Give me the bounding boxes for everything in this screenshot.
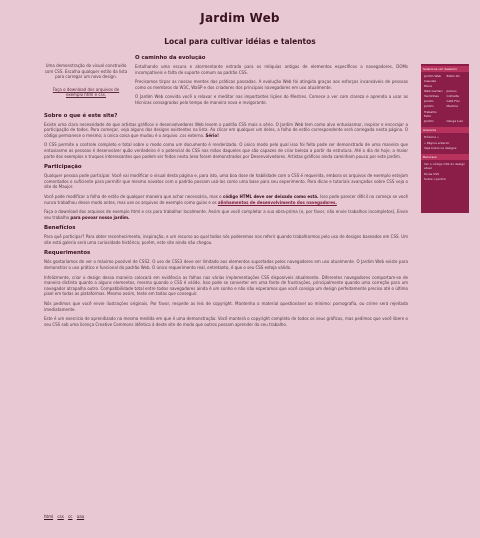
section-sobre — [44, 113, 408, 160]
section-heading: Participação — [44, 164, 82, 171]
paragraph: O Jardim Web convida você a relaxar e meditar nas importantes lições do Mestres. Comece a ver com clareza e aprenda a usar as técnicas consagradas pelo tempo de maneira nova e revigorante. — [135, 94, 408, 105]
section-heading: O caminho da evolução — [135, 55, 206, 61]
paragraph: Precisamos tirpar as nossas mentes das práticas passadas. A evolução Web foi atingida graças aos esforços incansáveis de pessoas como os membros do W3C, WaSP e dos criadores dos principais navegadores em uso atualmente. — [135, 79, 408, 90]
design-link[interactable]: Medicia — [446, 104, 458, 109]
paragraph: O CSS permite o controle completo e total sobre o modo como um documento é renderizado. O único modo pelo qual isso foi feito pode ser demonstrado de uma maneira que entusiasme as pessoas é desenvolver quão verdadeiro é o potencial do CSS nas mãos daqueles que são capazes de criar beleza a partir da estrutura. Até o dia de hoje, a maior parte dos exemplos e truques interessantes que podem ser feitos nesta área foram demonstrados por Desenvolvedores. Artistas gráficos ainda caminham pouco por este jardim. — [44, 142, 408, 159]
guidelines-link[interactable]: alinhamentos de desenvolvimento dos navegadores. — [217, 199, 337, 205]
emphasis: código HTML deve ser deixado como está. — [223, 193, 319, 199]
section-beneficios — [44, 225, 408, 245]
archive-link[interactable]: Próxima » — [424, 135, 439, 140]
paragraph: Para quê participar? Para obter reconhecimento, inspiração, e um recurso ao qual todos nós poderemos nos referir quando trabalharmos pelo uso de designs baseados em CSS. Um site está galeria será uma curiosidade histórica; porém, este site ainda não chegou. — [44, 234, 408, 245]
resource-link[interactable]: Ver o código CSS do design atual — [424, 162, 466, 171]
resource-list — [421, 160, 469, 183]
sidebar-heading-archives: Arquivos — [421, 127, 469, 133]
paragraph-text: Faça o download dos arquivos de exemplo html e css para trabalhar localmente. Assim que você completar a sua obra-prima (e, por favor, não envie trabalhos incompletos), Envie seu trabalho — [44, 209, 408, 220]
design-link[interactable]: Ozuga Luiz — [446, 119, 463, 124]
design-link[interactable]: Trabalho Feito — [424, 109, 437, 118]
design-link[interactable]: Colheita — [446, 94, 459, 99]
paragraph-text: Você pode modificar a folha de estilo de qualquer maneira que achar necessária, mas o — [44, 193, 222, 199]
footer-link-html[interactable]: html — [44, 514, 54, 519]
paragraph-text: Existe uma clara necessidade de que artistas gráficos e desenvolvedores Web levem o padrão CSS mais a sério. O Jardim Web tem como alvo entusiasmar, inspirar e encorajar a participação de todos. Para começar, veja alguns dos designs existentes na lista. Ao clicar em qualquer um deles, a folha de estilo correspondente será carregada nesta página. O código permanece o mesmo; a única coisa que mudou é o arquivo .css externo. — [44, 121, 408, 138]
sidebar-heading-resources: Recursos — [421, 154, 469, 160]
design-link[interactable]: Jardim — [424, 99, 434, 104]
paragraph-text: Isso pode parecer difícil no começo se você nunca trabalhou desse modo antes, mas use os arquivos de exemplo como guias e os — [44, 193, 408, 205]
archive-link[interactable]: Veja todos os designs — [424, 145, 457, 150]
archive-list — [421, 133, 469, 152]
paragraph — [44, 209, 408, 220]
paragraph: Entulhando uma escura e atormentante estrada para os reliquias antigas de elementos específicos a navegadores, DOMs incompatíveis e falta de suporte comum ao padrão CSS. — [135, 64, 408, 75]
paragraph: Este é um exercício de aprendizado na mesma medida em que é uma demonstração. Você manterá o copyright completo de todos os seus gráficos, mas pedimos que você libere o seu CSS sob uma licença Creative Commons idêntica à deste site de modo que outros possam aprender do seu trabalho. — [44, 316, 408, 327]
design-link[interactable]: Cascata Moca — [424, 79, 436, 88]
download-link[interactable]: Faça o download dos arquivos de exemplo html e css. — [52, 86, 120, 98]
page-title: Jardim Web — [200, 11, 280, 25]
design-link[interactable]: Jardim — [424, 104, 434, 109]
sidebar-heading-designs: Selecione um desenho — [421, 66, 469, 72]
emphasis: Sério! — [205, 132, 219, 138]
paragraph: Nós gostaríamos de ver o máximo possível de CSS2. O uso de CSS3 deve ser limitado aos elementos suportados pelos navegadores em uso atualmente. O Jardim Web existe para demonstrar o uso prático e funcional do padrão Web. O único requerimento real, entretanto, é que o seu CSS esteja válido. — [44, 259, 408, 271]
main-content — [44, 55, 408, 331]
section-heading: Requerimentos — [44, 250, 91, 257]
design-link[interactable] — [447, 79, 467, 87]
footer-link-aaa[interactable]: aaa — [76, 514, 85, 519]
design-link[interactable]: Web Garden — [424, 88, 443, 93]
design-link[interactable]: Café Flor — [446, 99, 460, 104]
section-caminho — [135, 55, 408, 90]
submit-link[interactable]: para povoar nosso jardim. — [70, 214, 130, 220]
design-link[interactable]: Jardim Web — [424, 74, 442, 79]
design-link[interactable] — [447, 110, 467, 118]
section-participacao — [44, 164, 408, 220]
page-subtitle: Local para cultivar idéias e talentos — [164, 37, 316, 46]
intro-text: Uma demonstração do visual construído com CSS. Escolha qualquer estilo da lista para carregar um novo design. — [44, 63, 128, 80]
design-link[interactable]: Juliano — [446, 88, 457, 93]
validation-links — [44, 514, 87, 519]
paragraph: Infelizmente, criar o design dessa maneira colocará em evidência as falhas nas várias implementações CSS disponíveis atualmente. Diferentes navegadores comportam-se de maneira distinta quanto a alguns elementos, mesmo quando o CSS é válido. Isso pode se converter em uma fonte de frustrações, principalmente quando uma correção para um navegador atrapalha outro. Compatibilidade total entre todos navegadores ainda é um sonho e não não esperamos que você consiga um design perfeitamente preciso até o último pixel em todas as plataformas. Mesmo assim, teste em todas que conseguir. — [44, 274, 408, 297]
section-heading: Sobre o que é este site? — [44, 112, 118, 119]
paragraph — [44, 194, 408, 205]
archive-link[interactable]: « Página anterior — [424, 140, 450, 145]
design-link[interactable]: Jardim — [424, 119, 434, 124]
design-list — [421, 72, 469, 125]
section-requerimentos — [44, 250, 408, 327]
resource-link[interactable]: Sobre o Jardim — [424, 176, 446, 181]
section-heading: Benefícios — [44, 225, 76, 232]
paragraph — [44, 122, 408, 139]
sidebar — [421, 64, 469, 213]
footer-link-cc[interactable]: cc — [68, 514, 73, 519]
footer-link-css[interactable]: css — [57, 514, 64, 519]
paragraph: Nós pedimos que você envie ilustrações originais. Por favor, respeite as leis de copyright. Mantenha o material questionável ao mínimo: pornografia, ou crime será rejeitada imediatamente. — [44, 301, 408, 312]
design-link[interactable]: Verdinhas — [424, 94, 439, 99]
design-link[interactable]: Estilo Do — [446, 74, 460, 79]
paragraph: Qualquer pessoa pode participar. Você vai modificar o visual desta página e, para isto, uma boa dose de habilidade com o CSS é requerida, embora os arquivos de exemplo estejam comentados o suficiente para permitir que mesmo novatos com o padrão possam usá-los como uma base para seu experimento. Para dicas e tutoriais avançados sobre CSS veja o site do Maujor. — [44, 173, 408, 190]
resource-link[interactable]: Dicas CSS — [424, 171, 440, 176]
